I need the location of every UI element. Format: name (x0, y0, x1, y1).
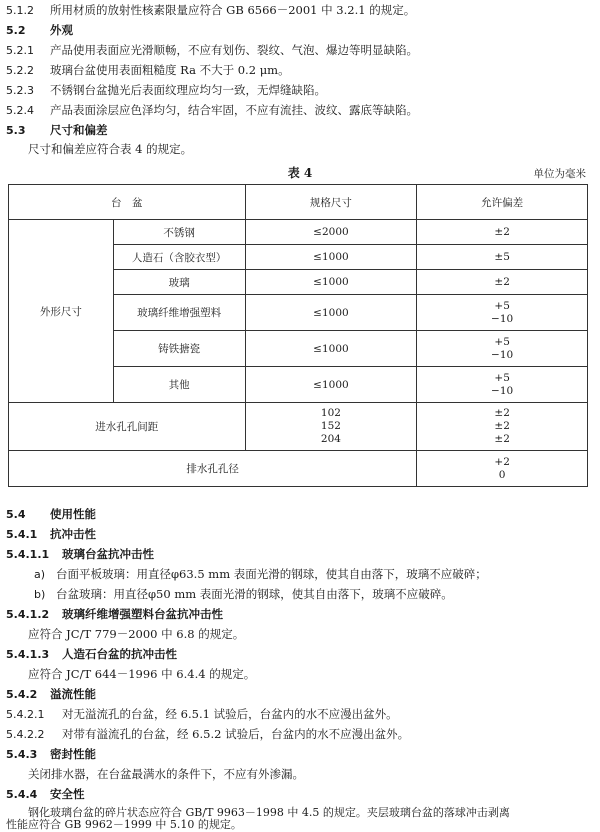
table-caption: 表 4 (287, 166, 313, 180)
clause-text: 不锈钢台盆抛光后表面纹理应均匀一致，无焊缝缺陷。 (50, 83, 326, 97)
clause-line (6, 43, 594, 58)
table-unit: 单位为毫米 (533, 168, 586, 180)
clause-number: 5.4.1.3 (6, 648, 50, 661)
clause-line (6, 3, 594, 18)
clause-text: 外观 (50, 23, 73, 37)
clause-text: 安全性 (50, 787, 85, 801)
material-cell: 铸铁搪瓷 (113, 331, 245, 367)
tolerance-lower: −10 (491, 348, 514, 361)
inlet-size: 102 (320, 407, 341, 419)
inlet-tolerances (417, 403, 588, 451)
clause-number: 5.2.3 (6, 84, 34, 97)
tolerance-cell: ±2 (417, 270, 588, 295)
list-text: 台盆玻璃：用直径φ50 mm 表面光滑的钢球，使其自由落下，玻璃不应破碎。 (56, 587, 453, 601)
clause-line (6, 63, 594, 78)
inlet-size: 152 (320, 420, 341, 432)
tolerance-lower: −10 (491, 384, 514, 397)
table-row (9, 451, 588, 487)
clause-number: 5.4.2.1 (6, 708, 45, 721)
paragraph-continuation: 性能应符合 GB 9962－1999 中 5.10 的规定。 (6, 818, 242, 831)
tolerance-cell (417, 367, 588, 403)
drain-tolerance-upper: +2 (494, 455, 510, 468)
clause-text: 人造石台盆的抗冲击性 (62, 647, 177, 661)
clause-text: 玻璃台盆使用表面粗糙度 Ra 不大于 0.2 μm。 (50, 63, 290, 77)
intro-paragraph: 尺寸和偏差应符合表 4 的规定。 (28, 142, 193, 156)
clause-number: 5.4.4 (6, 788, 38, 801)
clause-heading (6, 747, 594, 762)
clause-line (6, 103, 594, 118)
clause-text: 玻璃纤维增强塑料台盆抗冲击性 (62, 607, 223, 621)
clause-line (6, 727, 594, 742)
clause-text: 所用材质的放射性核素限量应符合 GB 6566－2001 中 3.2.1 的规定。 (50, 3, 416, 17)
tolerance-upper: +5 (494, 335, 510, 348)
clause-text: 抗冲击性 (50, 527, 96, 541)
material-cell: 玻璃 (113, 270, 245, 295)
clause-number: 5.4 (6, 508, 26, 521)
size-cell: ≤1000 (245, 245, 417, 270)
clause-text: 对无溢流孔的台盆，经 6.5.1 试验后，台盆内的水不应漫出盆外。 (62, 707, 398, 721)
size-cell: ≤2000 (245, 220, 417, 245)
size-cell: ≤1000 (245, 331, 417, 367)
clause-number: 5.4.1.1 (6, 548, 50, 561)
spec-table (8, 184, 588, 487)
clause-number: 5.3 (6, 124, 26, 137)
clause-heading (6, 23, 594, 38)
drain-label: 排水孔孔径 (9, 451, 417, 487)
clause-text: 溢流性能 (50, 687, 96, 701)
size-cell: ≤1000 (245, 270, 417, 295)
list-item (6, 567, 594, 582)
clause-text: 玻璃台盆抗冲击性 (62, 547, 154, 561)
paragraph: 应符合 JC/T 644－1996 中 6.4.4 的规定。 (28, 667, 256, 681)
clause-heading (6, 527, 594, 542)
tolerance-cell: ±5 (417, 245, 588, 270)
table-row (9, 220, 588, 245)
tolerance-upper: +5 (494, 371, 510, 384)
clause-text: 密封性能 (50, 747, 96, 761)
paragraph: 应符合 JC/T 779－2000 中 6.8 的规定。 (28, 627, 245, 641)
tolerance-cell (417, 295, 588, 331)
clause-number: 5.4.1 (6, 528, 38, 541)
clause-text: 产品表面涂层应色泽均匀，结合牢固，不应有流挂、波纹、露底等缺陷。 (50, 103, 418, 117)
material-cell: 其他 (113, 367, 245, 403)
table-row (9, 403, 588, 451)
header-size: 规格尺寸 (245, 185, 417, 220)
clause-heading (6, 687, 594, 702)
clause-number: 5.2.2 (6, 64, 34, 77)
tolerance-upper: +5 (494, 299, 510, 312)
header-basin: 台 盆 (9, 185, 246, 220)
material-cell: 不锈钢 (113, 220, 245, 245)
inlet-sizes (245, 403, 417, 451)
clause-heading (6, 123, 594, 138)
table-header-row (9, 185, 588, 220)
clause-number: 5.2.4 (6, 104, 34, 117)
drain-tolerance-lower: 0 (498, 468, 506, 481)
inlet-tolerance: ±2 (494, 420, 510, 432)
clause-number: 5.4.3 (6, 748, 38, 761)
material-cell: 玻璃纤维增强塑料 (113, 295, 245, 331)
clause-heading (6, 547, 594, 562)
clause-heading (6, 647, 594, 662)
inlet-tolerance: ±2 (494, 433, 510, 445)
list-marker: b) (34, 588, 46, 601)
clause-number: 5.2 (6, 24, 26, 37)
clause-text: 产品使用表面应光滑顺畅，不应有划伤、裂纹、气泡、爆边等明显缺陷。 (50, 43, 418, 57)
size-cell: ≤1000 (245, 367, 417, 403)
drain-tolerances (417, 451, 588, 487)
clause-text: 使用性能 (50, 507, 96, 521)
clause-heading (6, 607, 594, 622)
size-cell: ≤1000 (245, 295, 417, 331)
clause-line (6, 707, 594, 722)
clause-number: 5.4.2 (6, 688, 38, 701)
clause-text: 对带有溢流孔的台盆，经 6.5.2 试验后，台盆内的水不应漫出盆外。 (62, 727, 410, 741)
clause-number: 5.2.1 (6, 44, 34, 57)
paragraph: 钢化玻璃台盆的碎片状态应符合 GB/T 9963－1998 中 4.5 的规定。夹层玻璃台盆的落球冲击剥离 (28, 806, 510, 819)
clause-heading (6, 507, 594, 522)
tolerance-lower: −10 (491, 312, 514, 325)
group-label: 外形尺寸 (9, 220, 114, 403)
list-item (6, 587, 594, 602)
clause-number: 5.4.2.2 (6, 728, 45, 741)
clause-number: 5.1.2 (6, 4, 34, 17)
clause-heading (6, 787, 594, 802)
material-cell: 人造石（含胶衣型） (113, 245, 245, 270)
list-text: 台面平板玻璃：用直径φ63.5 mm 表面光滑的钢球，使其自由落下，玻璃不应破碎； (56, 567, 487, 581)
inlet-label: 进水孔孔间距 (9, 403, 246, 451)
inlet-tolerance: ±2 (494, 407, 510, 419)
header-tolerance: 允许偏差 (417, 185, 588, 220)
tolerance-cell (417, 331, 588, 367)
paragraph: 关闭排水器，在台盆最满水的条件下，不应有外渗漏。 (28, 767, 304, 781)
clause-line (6, 83, 594, 98)
tolerance-cell: ±2 (417, 220, 588, 245)
clause-number: 5.4.1.2 (6, 608, 50, 621)
inlet-size: 204 (320, 433, 341, 445)
clause-text: 尺寸和偏差 (50, 123, 108, 137)
list-marker: a) (34, 568, 46, 581)
